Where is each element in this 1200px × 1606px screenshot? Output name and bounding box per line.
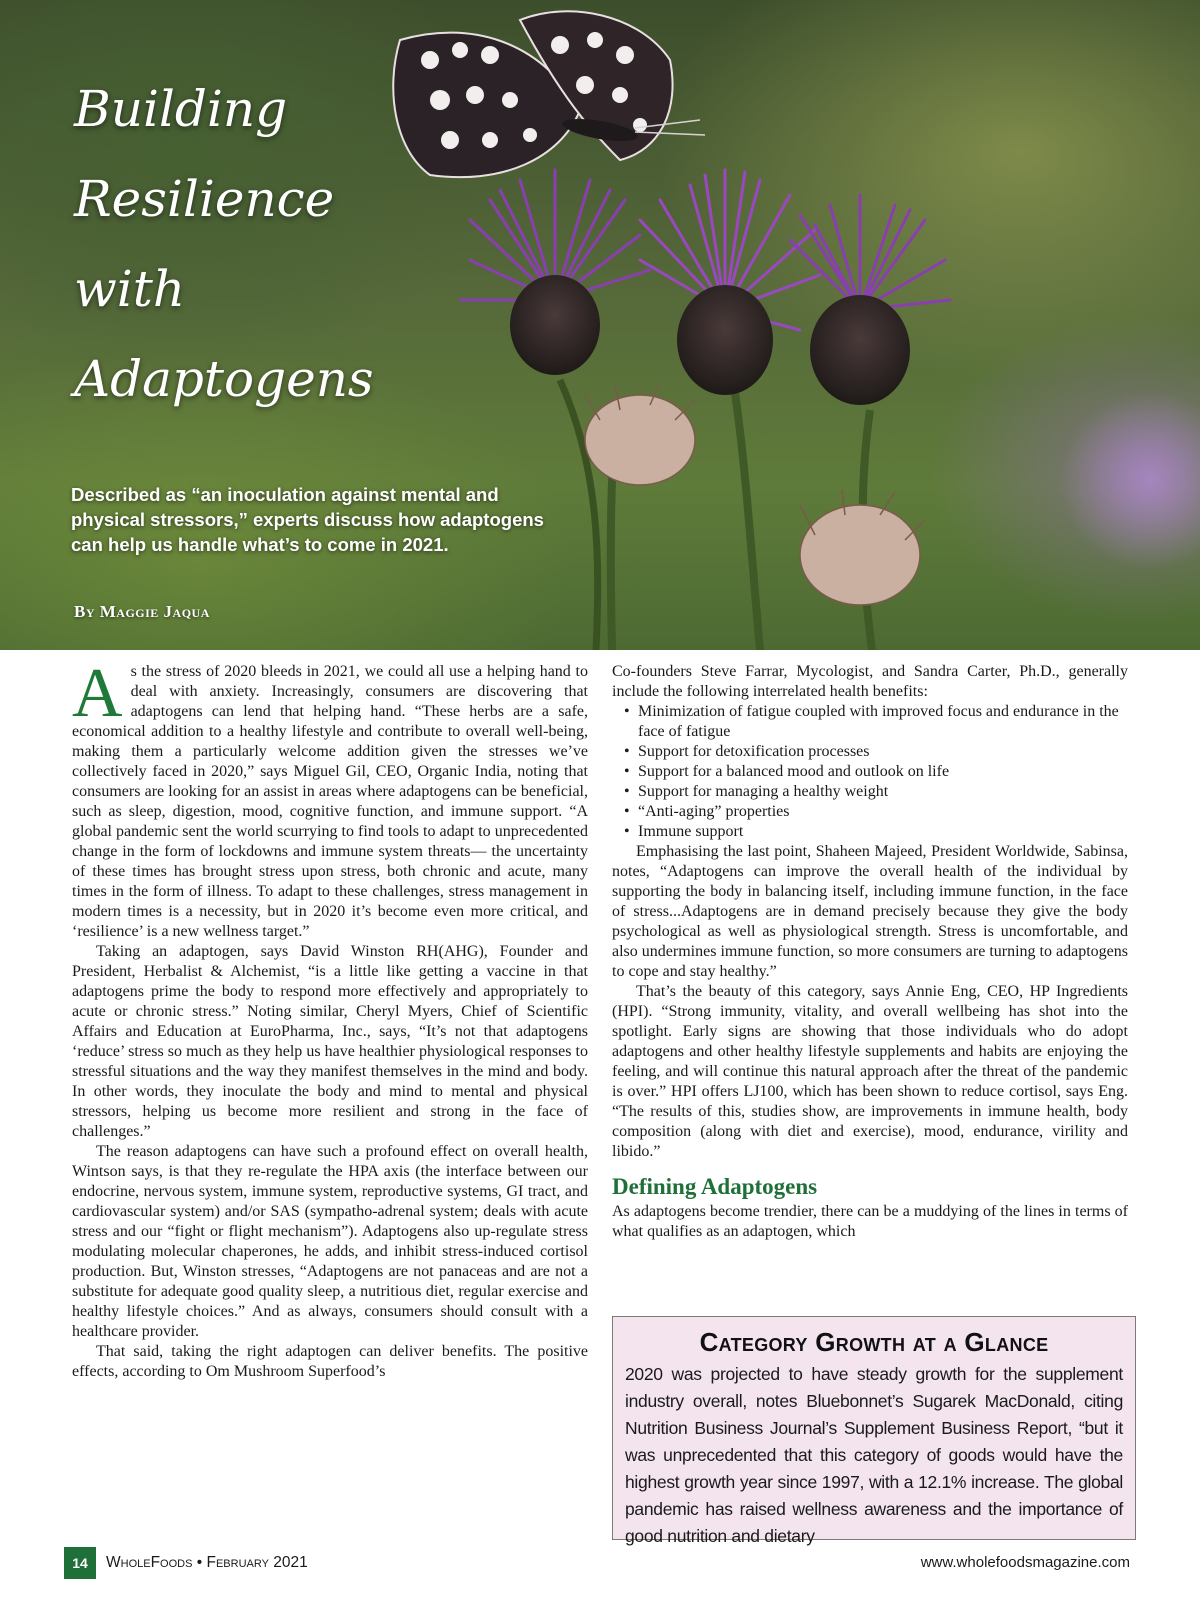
publication-info: WholeFoods • February 2021 — [106, 1554, 308, 1571]
section-heading: Defining Adaptogens — [612, 1174, 818, 1199]
paragraph: That’s the beauty of this category, says Annie Eng, CEO, HP Ingredients (HPI). “Strong immunity, vitality, and overall wellbeing has shot into the spotlight. Early signs are showing that those individuals who do adopt adaptogens and other healthy lifestyle supplements and habits are enjoying the feeling, and will continue this natural approach after the threat of the pandemic is over.” HPI offers LJ100, which has been shown to reduce cortisol, says Eng. “The results of this, studies show, are improvements in immune health, body composition (along with diet and exercise), mood, endurance, virility and libido.” — [612, 983, 1128, 1160]
list-item: • Support for managing a healthy weight — [624, 782, 1128, 802]
sidebar-title: Category Growth at a Glance — [699, 1327, 1049, 1357]
drop-cap: A — [72, 655, 123, 732]
paragraph: Emphasising the last point, Shaheen Majeed, President Worldwide, Sabinsa, notes, “Adaptogens can improve the overall health of the individual by supporting the body in balancing itself, including immune function, in the face of stress...Adaptogens are in demand precisely because they give the body psychological as well as physiological strength. Stress is uncomfortable, and also undermines immune function, so more consumers are turning to adaptogens to cope and stay healthy.” — [612, 843, 1128, 980]
list-item: • Support for a balanced mood and outlook on life — [624, 762, 1128, 782]
sidebar-text: 2020 was projected to have steady growth for the supplement industry overall, notes Bluebonnet’s Sugarek MacDonald, citing Nutrition Business Journal’s Supplement Business Report, “but it was unprecedented that this category of goods would have the highest growth year since 1997, with a 12.1% increase. The global pandemic has raised wellness awareness and the importance of good nutrition and dietary — [625, 1364, 1123, 1546]
paragraph-text: s the stress of 2020 bleeds in 2021, we could all use a helping hand to deal with anxiety. Increasingly, consumers are discovering that adaptogens can lend that helping hand. “These herbs are a safe, economical addition to a healthy lifestyle and contribute to overall well-being, making them a particularly welcome addition given the stresses we’ve collectively faced in 2020,” says Miguel Gil, CEO, Organic India, noting that consumers are looking for an assist in areas where adaptogens can be beneficial, such as sleep, digestion, mood, cognitive function, and immune support. “A global pandemic sent the world scurrying to find tools to adapt to unprecedented change in the form of lockdowns and immune system threats— the uncertainty of these times has brought stress upon stress, both chronic and acute, many times in the form of illness. To adapt to these challenges, stress management in modern times is a necessity, but in 2020 it’s become even more critical, and ‘resilience’ is a new wellness target.” — [72, 663, 588, 940]
byline: By Maggie Jaqua — [74, 602, 210, 621]
benefits-list — [624, 702, 1128, 842]
list-item: • Support for detoxification processes — [624, 742, 1128, 762]
title-line: with — [74, 260, 186, 318]
paragraph: Taking an adaptogen, says David Winston RH(AHG), Founder and President, Herbalist & Alchemist, “is a little like getting a vaccine in that adaptogens prime the body to respond more effectively and appropriately to acute or chronic stress.” Noting similar, Cheryl Myers, Chief of Scientific Affairs and Education at EuroPharma, Inc., says, “It’s not that adaptogens ‘reduce’ stress so much as they help us have healthier physiological responses to stressful situations and the way they manifest themselves in the mind and body. In other words, they inoculate the body and mind to mental and physical stressors, helping us become more resilient and strong in the face of challenges.” — [72, 943, 588, 1140]
paragraph: Co-founders Steve Farrar, Mycologist, and Sandra Carter, Ph.D., generally include the following interrelated health benefits: — [612, 663, 1128, 700]
hero-banner — [0, 0, 1200, 650]
title-line: Building — [74, 80, 288, 138]
article-column-right — [612, 662, 1128, 1242]
thistle-flower-right — [790, 195, 950, 310]
article-deck: Described as “an inoculation against mental and physical stressors,” experts discuss how adaptogens can help us handle what’s to come in 2021. — [71, 484, 544, 555]
article-column-left — [72, 655, 588, 1382]
sidebar-box — [612, 1316, 1136, 1546]
article-title — [74, 64, 454, 424]
paragraph — [72, 655, 588, 942]
paragraph: As adaptogens become trendier, there can be a muddying of the lines in terms of what qualifies as an adaptogen, which — [612, 1203, 1128, 1240]
list-item: • Minimization of fatigue coupled with improved focus and endurance in the face of fatigue — [624, 702, 1128, 742]
paragraph: That said, taking the right adaptogen can deliver benefits. The positive effects, according to Om Mushroom Superfood’s — [72, 1343, 588, 1380]
page-number: 14 — [64, 1547, 96, 1579]
website-link[interactable]: www.wholefoodsmagazine.com — [920, 1554, 1130, 1571]
list-item: • Immune support — [624, 822, 1128, 842]
list-item: • “Anti-aging” properties — [624, 802, 1128, 822]
title-line: Resilience — [74, 170, 335, 228]
paragraph: The reason adaptogens can have such a profound effect on overall health, Wintson says, is that they re-regulate the HPA axis (the interface between our endocrine, nervous system, immune system, reproductive systems, GI tract, and cardiovascular system) and/or SAS (sympatho-adrenal system; deals with acute stress and our “fight or flight mechanism”). Adaptogens also up-regulate stress modulating molecular chaperones, he adds, and inhibit stress-induced cortisol production. But, Winston stresses, “Adaptogens are not panaceas and are not a substitute for adequate good quality sleep, a nutritious diet, regular exercise and healthy lifestyle choices.” And as always, consumers should consult with a healthcare provider. — [72, 1143, 588, 1340]
bokeh-purple — [1060, 390, 1200, 570]
title-line: Adaptogens — [74, 350, 374, 408]
